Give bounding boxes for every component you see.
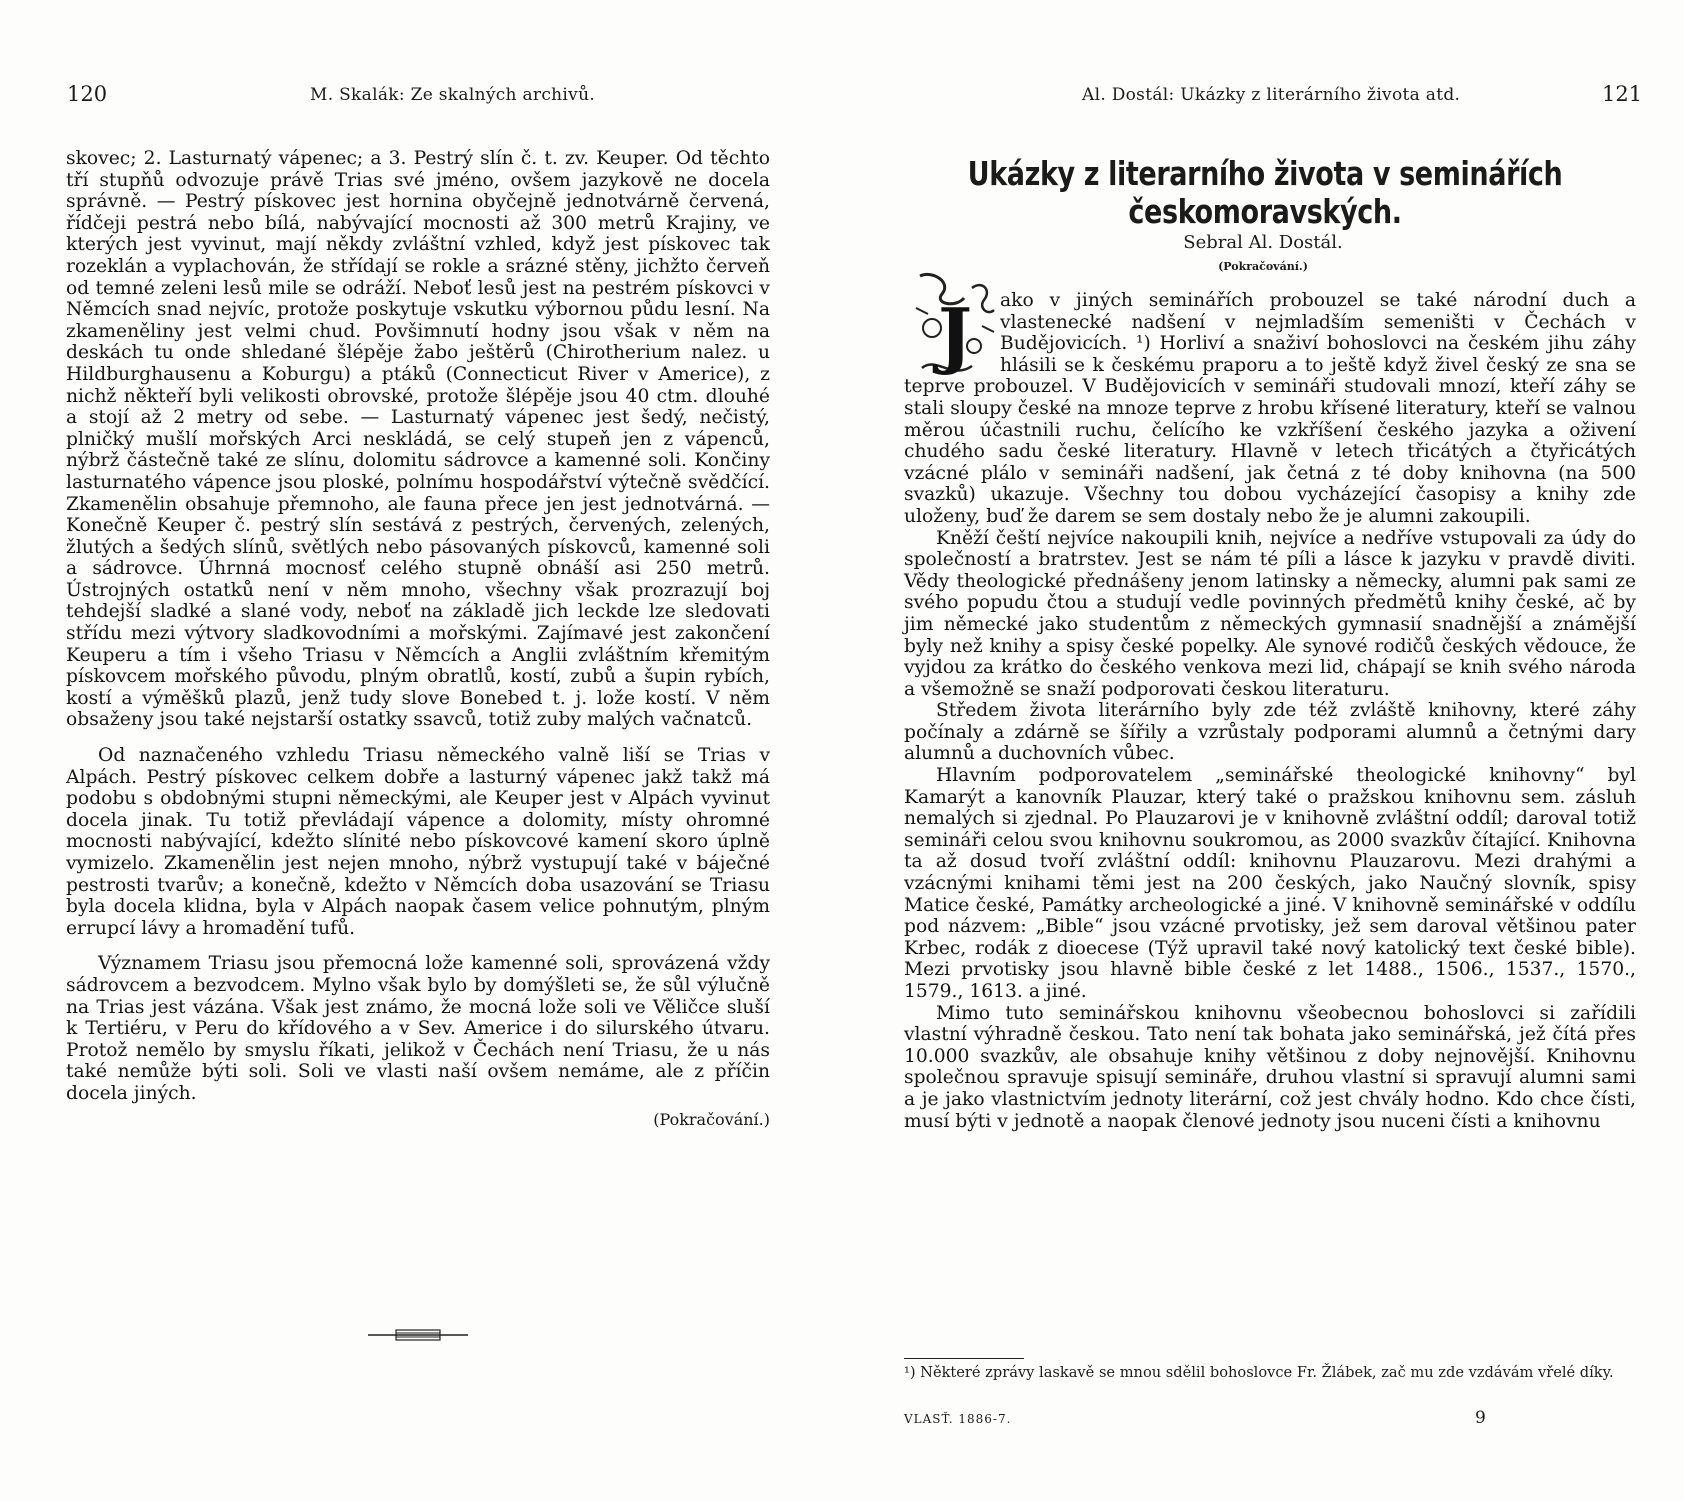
paragraph: Hlavním podporovatelem „seminářské theologické knihovny“ byl Kamarýt a kanovník Plauzar, který také o pražskou knihovnu sem. zásluh nemalých si zjednal. Po Plauzarovi je v knihovně zvláštní oddíl; daroval totiž semináři celou svou knihovnu soukromou, as 2000 svazkův čítající. Knihovna ta až dosud tvoří zvláštní oddíl: knihovnu Plauzarovu. Mezi drahými a vzácnými knihami těmi jest na 200 českých, jako Naučný slovník, spisy Matice české, Památky archeologické a jiné. V knihovně seminářské v oddílu pod názvem: „Bible“ jsou vzácné prvotisky, jež sem daroval většinou pater Krbec, rodák z dioecese (Týž upravil také nový katolický text české bible). Mezi prvotisky jsou hlavně bible české z let 1488., 1506., 1537., 1570., 1579., 1613. a jiné. <box>904 765 1636 1002</box>
signature-mark: VLASŤ. 1886-7. <box>904 1412 1012 1426</box>
page-number: 121 <box>1602 82 1643 106</box>
byline: Sebral Al. Dostál. <box>1183 232 1343 253</box>
continued-label: (Pokračování.) <box>1218 260 1308 273</box>
article-body <box>66 148 770 1130</box>
article-title <box>967 155 1562 231</box>
paragraph: Od naznačeného vzhledu Triasu německého valně liší se Trias v Alpách. Pestrý pískovec celkem dobře a lasturný vápenec jakž takž má podobu s obdobnými stupni německými, ale Keuper jest v Alpách vyvinut docela jinak. Tu totiž převládají vápence a dolomity, místy ohromné mocnosti nabývající, kdežto slínité nebo pískovcové kamení skoro úplně vymizelo. Zkamenělin jest nejen mnoho, nýbrž vystupují také v báječné pestrosti tvarův; a konečně, kdežto v Němcích doba usazování se Triasu byla docela klidna, byla v Alpách naopak časem velice pohnutým, plným errupcí lávy a hromadění tufů. <box>66 745 770 939</box>
paragraph-text: ako v jiných seminářích probouzel se také národní duch a vlastenecké nadšení v nejmladším semeništi v Čechách v Budějovicích. ¹) Horliví a snaživí bohoslovci na českém jihu záhy hlásili se k českému praporu a to ještě když živel český ze sna se teprve probouzel. V Budějovicích v semináři studovali mnozí, kteří záhy se stali sloupy české na mnoze teprve z hrobu křísené literatury, kteří se valnou měrou účastnili ruchu, čelícího ke vzkříšení českého jazyka a oživení chudého sadu české literatury. Hlavně v letech třicátých a čtyřicátých vzácné plálo v semináři nadšení, jak četná z té doby knihovna (na 500 svazků) ukazuje. Všechny tou dobou vycházející časopisy a knihy zde uloženy, buď že darem se sem dostaly nebo že je alumni zakoupili. <box>904 290 1636 527</box>
paragraph: Významem Triasu jsou přemocná lože kamenné soli, sprovázená vždy sádrovcem a bezvodcem. Mylno však bylo by domýšleti se, že sůl výlučně na Trias jest vázána. Však jest známo, že mocná lože soli ve Věličce sluší k Tertiéru, v Peru do křídového a v Sev. Americe i do silurského útvaru. Protož nemělo by smyslu říkati, jelikož v Čechách není Triasu, že u nás také nemůže býti soli. Soli ve vlasti naší ovšem nemáme, ale z příčin docela jiných. <box>66 953 770 1104</box>
end-ornament-icon <box>368 1328 468 1342</box>
paragraph <box>904 290 1636 528</box>
footnote-rule <box>904 1358 1024 1359</box>
title-line: Ukázky z literarního života v seminářích <box>967 154 1563 193</box>
paragraph: skovec; 2. Lasturnatý vápenec; a 3. Pestrý slín č. t. zv. Keuper. Od těchto tří stupňů odvozuje právě Trias své jméno, ovšem jazykově ne docela správně. — Pestrý pískovec jest hornina obyčejně jednotvárně červená, řídčeji pestrá nebo bílá, nabývající mocnosti až 300 metrů Krajiny, ve kterých jest vyvinut, mají někdy zvláštní vzhled, když jest pískovec tak rozeklán a vyplachován, že střídají se rokle a srázné stěny, jichžto červeň od temné zeleni lesů mile se odráží. Neboť lesů jest na pestrém pískovci v Němcích snad nejvíc, protože poskytuje vskutku výbornou půdu lesní. Na zkameněliny jest velmi chud. Povšimnutí hodny jsou však v něm na deskách tu onde shledané šlépěje žabo ještěrů (Chirotherium nalez. u Hildburghausenu a Koburgu) a ptáků (Connecticut River v Americe), z nichž někteří byli velikosti obrovské, protože šlépěje jsou 40 ctm. dlouhé a stojí až 2 metry od sebe. — Lasturnatý vápenec jest šedý, nečistý, plničký mušlí mořských Arci neskládá, se celý stupeň jen z vápenců, nýbrž částečně také ze slínu, dolomitu sádrovce a kamenné soli. Končiny lasturnatého vápence jsou ploské, polnímu hospodářství výtečně svědčící. Zkamenělin obsahuje přemnoho, ale fauna přece jen jest jednotvárná. — Konečně Keuper č. pestrý slín sestává z pestrých, červených, zelených, žlutých a šedých slínů, světlých nebo pásovaných pískovců, kamenné soli a sádrovce. Úhrnná mocnosť celého stupně obnáší asi 250 metrů. Ústrojných ostatků není v něm mnoho, všechny však prozrazují boj tehdejší sladké a slané vody, neboť na základě jich leckde lze sledovati střídu mezi výtvory sladkovodními a mořskými. Zajímavé jest zakončení Keuperu a tím i všeho Triasu v Němcích a Anglii zvláštním křemitým pískovcem mořského původu, plným obratlů, kostí, zubů a šupin rybích, kostí a výměšků plazů, jenž tudy slove Bonebed t. j. lože kostí. V něm obsaženy jsou také nejstarší ostatky ssavců, totiž zuby malých vačnatců. <box>66 148 770 731</box>
article-body <box>904 290 1636 1132</box>
title-line: českomoravských. <box>1128 192 1402 231</box>
right-page <box>842 0 1684 1501</box>
page-number: 120 <box>67 82 108 106</box>
drop-cap-space <box>904 290 1000 374</box>
sheet-number: 9 <box>1475 1408 1486 1428</box>
paragraph: Mimo tuto seminářskou knihovnu všeobecnou bohoslovci si zařídili vlastní výhradně českou. Tato není tak bohata jako seminářská, jež čítá přes 10.000 svazkův, ale obsahuje knihy většinou z doby nejnovější. Knihovnu společnou spravuje spisují semináře, druhou vlastní si spravují alumni sami a je jako vlastnictvím jednoty literární, což jest chvály hodno. Kdo chce čísti, musí býti v jednotě a naopak členové jednoty jsou nuceni čísti a knihovnu <box>904 1002 1636 1132</box>
paragraph: Kněží čeští nejvíce nakoupili knih, nejvíce a nedříve vstupovali za údy do společností a bratrstev. Jest se nám té píli a lásce k jazyku v pravdě diviti. Vědy theologické přednášeny jenom latinsky a německy, alumni pak sami ze svého popudu čtou a studují vedle povinných předmětů knihy české, ač by jim německé jako studentům z německých gymnasií snadnější a známější byly než knihy a spisy české popelky. Ale synové rodičů českých vědouce, že vyjdou za krátko do českého venkova mezi lid, chápají se knih svého národa a všemožně se snaží podporovati českou literaturu. <box>904 527 1636 700</box>
running-head: M. Skalák: Ze skalných archivů. <box>310 85 596 105</box>
footnote: ¹) Některé zprávy laskavě se mnou sdělil bohoslovce Fr. Žlábek, zač mu zde vzdávám vřelé díky. <box>904 1364 1614 1381</box>
running-head: Al. Dostál: Ukázky z literárního života atd. <box>1082 85 1461 105</box>
drop-cap-letter: J <box>937 292 973 377</box>
paragraph: Středem života literárního byly zde též zvláště knihovny, které záhy počínaly a zdárně se šířily a vzrůstaly podporami alumnů a četnými dary alumnů a duchovních vůbec. <box>904 700 1636 765</box>
continued-note: (Pokračování.) <box>653 1109 770 1129</box>
